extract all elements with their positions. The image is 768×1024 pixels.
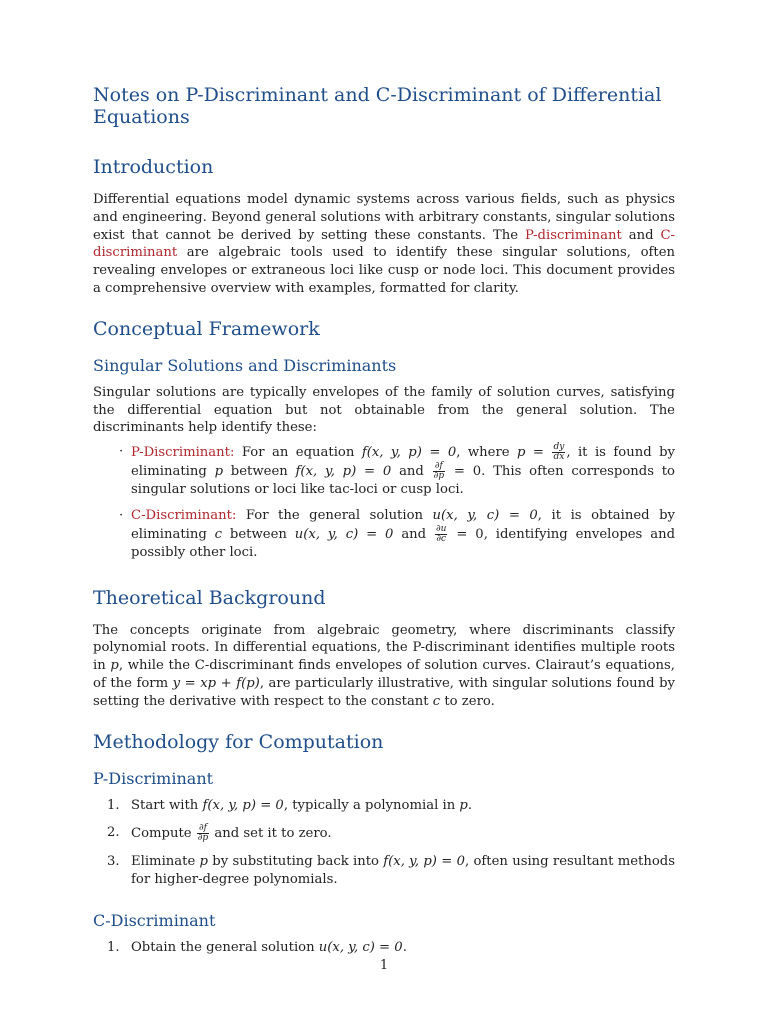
discriminant-definitions-list bbox=[93, 443, 675, 561]
p-discriminant-label: P-Discriminant: bbox=[131, 445, 235, 461]
bullet-marker: · bbox=[119, 444, 124, 460]
list-item: 2. Compute $\frac{\partial f}{\partial p}$ and set it to zero. bbox=[107, 823, 332, 844]
fraction-df-dp: $\frac{\partial f}{\partial p}$ bbox=[433, 461, 445, 482]
bullet-marker: · bbox=[119, 507, 124, 523]
subsection-singular-heading: Singular Solutions and Discriminants bbox=[93, 355, 397, 375]
list-item-c-discriminant: · C-Discriminant: For the general solution u(x, y, c) = 0, it is obtained by eliminating c between u(x, y, c) = 0 and $\frac{\partial u}{\partial c}$ = 0, identifying envelopes and possibly other loci. bbox=[119, 507, 676, 560]
fraction-dy-dx: $\frac{dy}{dx}$ bbox=[553, 442, 565, 463]
list-item: 1. Start with f(x, y, p) = 0, typically a polynomial in p. bbox=[107, 797, 473, 813]
page-number: 1 bbox=[379, 958, 389, 973]
document-title: Notes on P-Discriminant and C-Discriminant of Differential Equations bbox=[93, 84, 662, 128]
list-item: 1. Obtain the general solution u(x, y, c) = 0. bbox=[107, 939, 407, 955]
list-item-p-discriminant: · P-Discriminant: For an equation f(x, y, p) = 0, where p = $\frac{dy}{dx}$ , it is found by eliminating p between f(x, y, p) = 0 and $\frac{\partial f}{\partial p}$ = 0. This often corresponds to singular solutions or loci like tac-loci or cusp loci. bbox=[119, 442, 676, 498]
subsection-p-discriminant-heading: P-Discriminant bbox=[93, 768, 214, 788]
fraction-du-dc: $\frac{\partial u}{\partial c}$ bbox=[436, 523, 447, 544]
section-introduction-heading: Introduction bbox=[93, 156, 214, 178]
section-methodology-heading: Methodology for Computation bbox=[93, 730, 384, 753]
c-discriminant-steps bbox=[93, 939, 675, 957]
section-conceptual-heading: Conceptual Framework bbox=[93, 317, 320, 340]
introduction-paragraph: Differential equations model dynamic systems across various fields, such as physics and engineering. Beyond general solutions with arbitrary constants, singular solutions exist that cannot be derived by setting these constants. The P-discriminant and C-discriminant are algebraic tools used to identify these singular solutions, often revealing envelopes or extraneous loci like cusp or node loci. This document provides a comprehensive overview with examples, formatted for clarity. bbox=[93, 192, 675, 296]
term-c-discriminant: C-discriminant bbox=[93, 227, 675, 261]
list-item: 3. Eliminate p by substituting back into f(x, y, p) = 0, often using resultant methods for higher-degree polynomials. bbox=[107, 854, 675, 888]
theory-paragraph: The concepts originate from algebraic geometry, where discriminants classify polynomial roots. In differential equations, the P-discriminant identifies multiple roots in p, while the C-discriminant finds envelopes of solution curves. Clairaut’s equations, of the form y = xp + f(p), are particularly illustrative, with singular solutions found by setting the derivative with respect to the constant c to zero. bbox=[93, 622, 675, 709]
conceptual-paragraph: Singular solutions are typically envelopes of the family of solution curves, satisfying the differential equation but not obtainable from the general solution. The discriminants help identify these: bbox=[93, 384, 675, 436]
document-content bbox=[93, 84, 675, 957]
subsection-c-discriminant-heading: C-Discriminant bbox=[93, 910, 216, 930]
section-theory-heading: Theoretical Background bbox=[93, 586, 326, 609]
c-discriminant-label: C-Discriminant: bbox=[131, 507, 237, 523]
term-p-discriminant: P-discriminant bbox=[524, 227, 622, 243]
p-discriminant-steps bbox=[93, 797, 675, 889]
fraction-df-dp: $\frac{\partial f}{\partial p}$ bbox=[197, 823, 209, 844]
